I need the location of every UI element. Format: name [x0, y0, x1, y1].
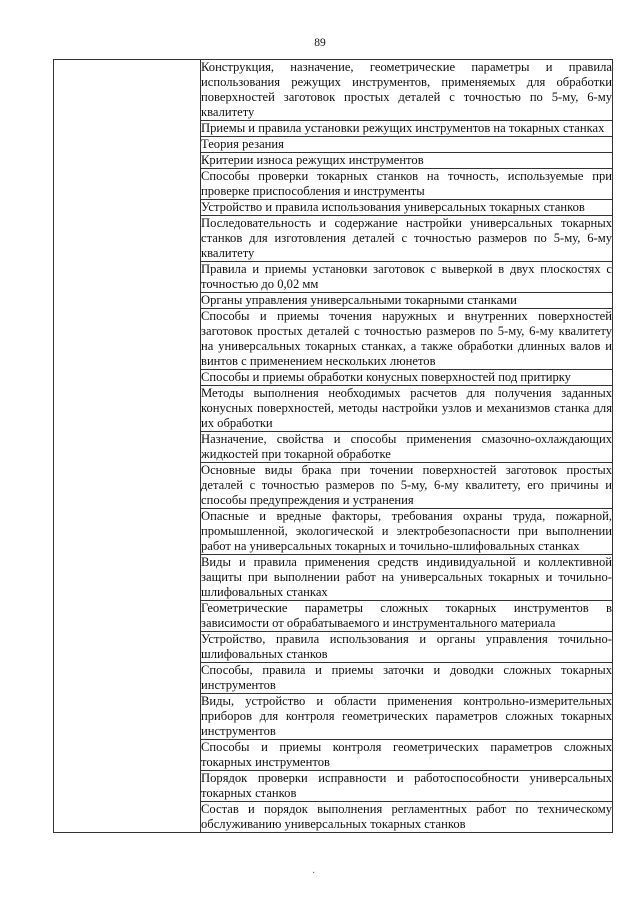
table-cell-text: Способы, правила и приемы заточки и доводки сложных токарных инструментов [201, 663, 612, 692]
table-cell-text: Органы управления универсальными токарными станками [201, 293, 613, 309]
table-cell-text: Устройство и правила использования универсальных токарных станков [201, 200, 613, 216]
page-number: 89 [314, 37, 326, 49]
scan-speck: · [312, 868, 316, 879]
table-cell-text: Конструкция, назначение, геометрические параметры и правила использования режущих инструментов, применяемых для обработки поверхностей заготовок простых деталей с точностью по 5-му, 6-му квалитету [201, 60, 612, 119]
table-cell-text: Последовательность и содержание настройки универсальных токарных станков для изготовления деталей с точностью размеров по 5-му, 6-му квалитету [201, 216, 612, 260]
table-cell-text: Способы и приемы точения наружных и внутренних поверхностей заготовок простых деталей с точностью размеров по 5-му, 6-му квалитету на универсальных токарных станках, а также обработки длинных валов и винтов с применением нескольких люнетов [201, 309, 612, 368]
table-cell-text: Виды, устройство и области применения контрольно-измерительных приборов для контроля геометрических параметров сложных токарных инструментов [201, 694, 612, 738]
table-cell-text: Виды и правила применения средств индивидуальной и коллективной защиты при выполнении работ на универсальных токарных и точильно-шлифовальных станках [201, 555, 612, 599]
table-cell-text: Приемы и правила установки режущих инструментов на токарных станках [201, 121, 613, 137]
table-cell-text: Порядок проверки исправности и работоспособности универсальных токарных станков [201, 771, 612, 800]
table-cell-text: Способы проверки токарных станков на точность, используемые при проверке приспособления и инструменты [201, 169, 612, 198]
table-cell-text: Опасные и вредные факторы, требования охраны труда, пожарной, промышленной, экологической и электробезопасности при выполнении работ на универсальных токарных и точильно-шлифовальных станках [201, 509, 612, 553]
table-cell-text: Назначение, свойства и способы применения смазочно-охлаждающих жидкостей при токарной обработке [201, 432, 612, 461]
table-cell-text: Методы выполнения необходимых расчетов для получения заданных конусных поверхностей, методы настройки узлов и механизмов станка для их обработки [201, 386, 612, 430]
table-row [54, 60, 613, 121]
table-cell-text: Основные виды брака при точении поверхностей заготовок простых деталей с точностью размеров по 5-му, 6-му квалитету, его причины и способы предупреждения и устранения [201, 463, 612, 507]
table-cell-text: Способы и приемы обработки конусных поверхностей под притирку [201, 370, 613, 386]
table-cell-text: Геометрические параметры сложных токарных инструментов в зависимости от обрабатываемого и инструментального материала [201, 601, 612, 630]
table-cell-text: Устройство, правила использования и органы управления точильно-шлифовальных станков [201, 632, 612, 661]
knowledge-table [53, 59, 613, 833]
table-cell-text: Состав и порядок выполнения регламентных работ по техническому обслуживанию универсальных токарных станков [201, 802, 612, 831]
table-cell-text: Критерии износа режущих инструментов [201, 153, 613, 169]
left-merged-cell [54, 60, 201, 833]
table-cell-text: Правила и приемы установки заготовок с выверкой в двух плоскостях с точностью до 0,02 мм [201, 262, 612, 291]
table-cell-text: Способы и приемы контроля геометрических параметров сложных токарных инструментов [201, 740, 612, 769]
table-cell-text: Теория резания [201, 137, 613, 153]
table-body [54, 60, 613, 833]
